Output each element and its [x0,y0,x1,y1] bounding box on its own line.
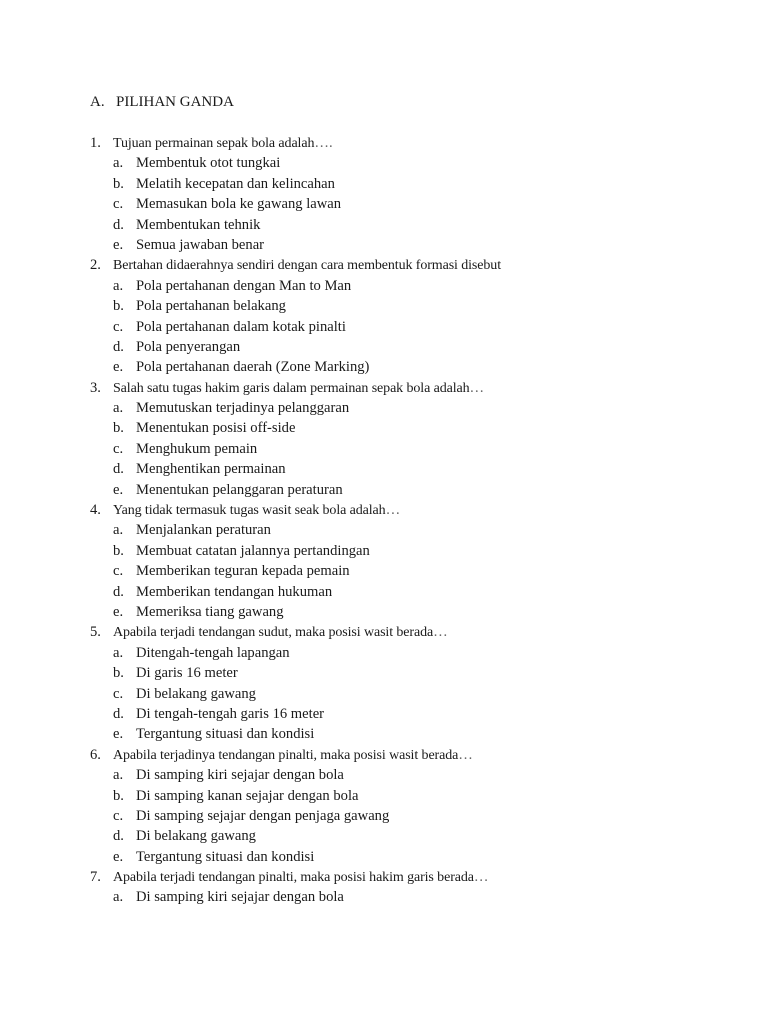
answer-option [90,643,690,663]
option-letter: e. [113,359,124,376]
option-text: Menentukan posisi off-side [136,420,296,437]
question-item [90,867,690,887]
answer-option [90,684,690,704]
answer-option [90,826,690,846]
question-ellipsis: … [385,502,401,519]
option-text: Membentukan tehnik [136,216,261,233]
option-text: Pola pertahanan dalam kotak pinalti [136,318,346,335]
answer-option [90,215,690,235]
option-text: Di samping sejajar dengan penjaga gawang [136,807,390,824]
option-text: Pola pertahanan belakang [136,298,286,315]
question-item [90,133,690,153]
option-text: Di belakang gawang [136,685,256,702]
option-letter: e. [113,726,124,743]
answer-option [90,806,690,826]
section-title-text: PILIHAN GANDA [116,94,234,110]
option-letter: e. [113,848,124,865]
option-letter: a. [113,400,124,417]
option-text: Pola pertahanan dengan Man to Man [136,277,352,294]
answer-option [90,459,690,479]
option-letter: b. [113,420,124,437]
option-text: Memberikan tendangan hukuman [136,583,333,600]
option-text: Tergantung situasi dan kondisi [136,726,315,743]
answer-option [90,663,690,683]
option-letter: d. [113,705,124,722]
option-letter: b. [113,787,124,804]
option-letter: d. [113,461,124,478]
option-text: Membuat catatan jalannya pertandingan [136,542,370,559]
option-text: Membentuk otot tungkai [136,155,281,172]
question-text: Apabila terjadi tendangan pinalti, maka posisi hakim garis berada [113,870,474,886]
option-text: Menentukan pelanggaran peraturan [136,481,343,498]
option-text: Semua jawaban benar [136,236,265,253]
option-letter: c. [113,807,124,824]
option-letter: e. [113,236,124,253]
option-letter: d. [113,828,124,845]
option-text: Di samping kanan sejajar dengan bola [136,787,359,804]
option-text: Tergantung situasi dan kondisi [136,848,315,865]
question-ellipsis: … [458,746,473,763]
answer-option [90,786,690,806]
option-letter: b. [113,175,124,192]
question-text: Salah satu tugas hakim garis dalam permainan sepak bola adalah [113,380,470,396]
question-text: Tujuan permainan sepak bola adalah [113,136,315,151]
answer-option [90,296,690,316]
option-letter: a. [113,155,124,172]
question-number: 2. [90,257,101,274]
option-text: Di garis 16 meter [136,665,238,682]
question-item [90,255,690,275]
section-heading [90,92,234,112]
answer-option [90,357,690,377]
answer-option [90,418,690,438]
option-letter: c. [113,196,124,213]
question-item [90,745,690,765]
answer-option [90,439,690,459]
option-text: Di belakang gawang [136,828,256,845]
option-letter: c. [113,563,124,580]
question-text: Bertahan didaerahnya sendiri dengan cara membentuk formasi disebut [113,258,501,274]
question-number: 6. [90,746,101,763]
answer-option [90,235,690,255]
question-item [90,500,690,520]
option-text: Ditengah-tengah lapangan [136,644,290,661]
option-letter: e. [113,603,124,620]
option-letter: b. [113,542,124,559]
answer-option [90,765,690,785]
answer-option [90,704,690,724]
option-text: Melatih kecepatan dan kelincahan [136,175,335,192]
answer-option [90,337,690,357]
option-letter: a. [113,277,124,294]
question-text: Yang tidak termasuk tugas wasit seak bola adalah [113,503,386,519]
option-text: Di samping kiri sejajar dengan bola [136,889,344,906]
answer-option [90,724,690,744]
option-letter: d. [113,583,124,600]
question-item [90,378,690,398]
option-letter: a. [113,767,124,784]
option-letter: a. [113,644,124,661]
option-letter: b. [113,298,124,315]
answer-option [90,317,690,337]
option-letter: c. [113,440,124,457]
question-number: 4. [90,502,101,519]
option-letter: a. [113,522,124,539]
option-text: Di tengah-tengah garis 16 meter [136,705,325,722]
option-text: Menjalankan peraturan [136,522,271,539]
question-number: 3. [90,379,101,396]
answer-option [90,887,690,907]
question-item [90,622,690,642]
question-text: Apabila terjadi tendangan sudut, maka posisi wasit berada [113,625,434,641]
question-number: 5. [90,624,101,641]
option-letter: e. [113,481,124,498]
answer-option [90,194,690,214]
section-label: A. [90,94,105,110]
option-text: Menghentikan permainan [136,461,286,478]
answer-option [90,561,690,581]
answer-option [90,480,690,500]
option-text: Pola pertahanan daerah (Zone Marking) [136,359,370,376]
answer-option [90,582,690,602]
option-text: Pola penyerangan [136,338,241,355]
option-text: Memasukan bola ke gawang lawan [136,196,342,213]
question-ellipsis: … [473,869,489,886]
answer-option [90,276,690,296]
question-number: 1. [90,135,101,151]
option-text: Menghukum pemain [136,440,258,457]
option-letter: c. [113,318,124,335]
option-letter: b. [113,665,124,682]
answer-option [90,520,690,540]
answer-option [90,153,690,173]
option-letter: c. [113,685,124,702]
answer-option [90,398,690,418]
question-number: 7. [90,869,101,886]
question-ellipsis: … [433,624,448,641]
option-text: Memutuskan terjadinya pelanggaran [136,400,350,417]
question-list [90,133,690,908]
option-text: Memberikan teguran kepada pemain [136,563,350,580]
option-text: Di samping kiri sejajar dengan bola [136,767,344,784]
option-letter: d. [113,338,124,355]
answer-option [90,847,690,867]
option-text: Memeriksa tiang gawang [136,603,284,620]
option-letter: a. [113,889,124,906]
question-ellipsis: … [469,379,485,396]
answer-option [90,602,690,622]
question-ellipsis: …. [314,135,333,151]
question-text: Apabila terjadinya tendangan pinalti, maka posisi wasit berada [113,747,459,763]
answer-option [90,541,690,561]
answer-option [90,174,690,194]
option-letter: d. [113,216,124,233]
